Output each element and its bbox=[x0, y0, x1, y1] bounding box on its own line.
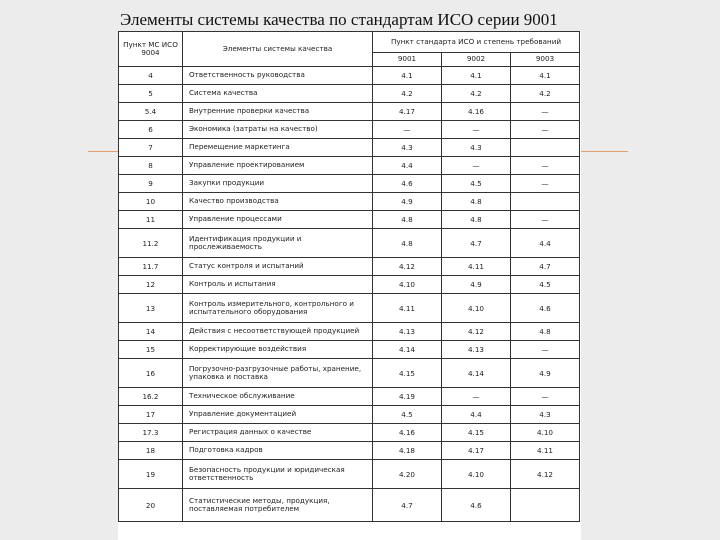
iso-9002-cell: — bbox=[442, 157, 511, 175]
element-cell: Качество производства bbox=[183, 193, 373, 211]
header-standard-clause-group: Пункт стандарта ИСО и степень требований bbox=[373, 32, 580, 53]
iso-9001-cell: 4.7 bbox=[373, 489, 442, 522]
iso-9001-cell: 4.5 bbox=[373, 406, 442, 424]
clause-cell: 20 bbox=[119, 489, 183, 522]
iso-9001-cell: 4.1 bbox=[373, 67, 442, 85]
iso-9002-cell: 4.1 bbox=[442, 67, 511, 85]
iso-9003-cell: 4.3 bbox=[511, 406, 580, 424]
element-cell: Корректирующие воздействия bbox=[183, 341, 373, 359]
iso-9001-cell: 4.18 bbox=[373, 442, 442, 460]
iso-9003-cell: 4.6 bbox=[511, 294, 580, 323]
table-row bbox=[119, 294, 580, 323]
table-row bbox=[119, 388, 580, 406]
iso-9003-cell: 4.1 bbox=[511, 67, 580, 85]
iso-9001-cell: 4.15 bbox=[373, 359, 442, 388]
iso-9002-cell: 4.15 bbox=[442, 424, 511, 442]
iso-9001-cell: 4.9 bbox=[373, 193, 442, 211]
element-cell: Контроль и испытания bbox=[183, 276, 373, 294]
iso-9003-cell: 4.4 bbox=[511, 229, 580, 258]
iso-9003-cell: — bbox=[511, 388, 580, 406]
element-cell: Контроль измерительного, контрольного и испытательного оборудования bbox=[183, 294, 373, 323]
element-cell: Управление документацией bbox=[183, 406, 373, 424]
element-cell: Статистические методы, продукция, поставляемая потребителем bbox=[183, 489, 373, 522]
iso-9001-cell: 4.8 bbox=[373, 229, 442, 258]
iso-9001-cell: 4.19 bbox=[373, 388, 442, 406]
table-row bbox=[119, 229, 580, 258]
clause-cell: 17 bbox=[119, 406, 183, 424]
clause-cell: 10 bbox=[119, 193, 183, 211]
table-row bbox=[119, 323, 580, 341]
clause-cell: 18 bbox=[119, 442, 183, 460]
iso-9002-cell: 4.4 bbox=[442, 406, 511, 424]
iso-9002-cell: 4.5 bbox=[442, 175, 511, 193]
clause-cell: 12 bbox=[119, 276, 183, 294]
element-cell: Безопасность продукции и юридическая ответственность bbox=[183, 460, 373, 489]
quality-elements-table bbox=[118, 31, 580, 522]
table-row bbox=[119, 276, 580, 294]
clause-cell: 14 bbox=[119, 323, 183, 341]
table-row bbox=[119, 121, 580, 139]
clause-cell: 16 bbox=[119, 359, 183, 388]
iso-9003-cell: — bbox=[511, 157, 580, 175]
clause-cell: 9 bbox=[119, 175, 183, 193]
element-cell: Статус контроля и испытаний bbox=[183, 258, 373, 276]
table-row bbox=[119, 258, 580, 276]
table-row bbox=[119, 157, 580, 175]
element-cell: Ответственность руководства bbox=[183, 67, 373, 85]
iso-9001-cell: 4.12 bbox=[373, 258, 442, 276]
iso-9002-cell: 4.8 bbox=[442, 193, 511, 211]
element-cell: Идентификация продукции и прослеживаемость bbox=[183, 229, 373, 258]
element-cell: Экономика (затраты на качество) bbox=[183, 121, 373, 139]
element-cell: Техническое обслуживание bbox=[183, 388, 373, 406]
iso-9003-cell: — bbox=[511, 341, 580, 359]
iso-9002-cell: 4.6 bbox=[442, 489, 511, 522]
iso-9003-cell: — bbox=[511, 103, 580, 121]
table-row bbox=[119, 424, 580, 442]
iso-9002-cell: 4.16 bbox=[442, 103, 511, 121]
iso-9003-cell: 4.7 bbox=[511, 258, 580, 276]
header-iso-9004-clause: Пункт МС ИСО 9004 bbox=[119, 32, 183, 67]
iso-9003-cell: 4.9 bbox=[511, 359, 580, 388]
clause-cell: 15 bbox=[119, 341, 183, 359]
header-quality-elements: Элементы системы качества bbox=[183, 32, 373, 67]
iso-9003-cell: 4.12 bbox=[511, 460, 580, 489]
clause-cell: 4 bbox=[119, 67, 183, 85]
iso-9002-cell: 4.7 bbox=[442, 229, 511, 258]
element-cell: Внутренние проверки качества bbox=[183, 103, 373, 121]
iso-9001-cell: 4.2 bbox=[373, 85, 442, 103]
iso-9001-cell: — bbox=[373, 121, 442, 139]
iso-9002-cell: 4.10 bbox=[442, 294, 511, 323]
element-cell: Управление проектированием bbox=[183, 157, 373, 175]
iso-9002-cell: 4.14 bbox=[442, 359, 511, 388]
table-row bbox=[119, 175, 580, 193]
iso-9001-cell: 4.4 bbox=[373, 157, 442, 175]
iso-9001-cell: 4.11 bbox=[373, 294, 442, 323]
iso-9001-cell: 4.3 bbox=[373, 139, 442, 157]
element-cell: Управление процессами bbox=[183, 211, 373, 229]
iso-9001-cell: 4.6 bbox=[373, 175, 442, 193]
iso-9003-cell: — bbox=[511, 211, 580, 229]
iso-9002-cell: 4.2 bbox=[442, 85, 511, 103]
clause-cell: 17.3 bbox=[119, 424, 183, 442]
table-row bbox=[119, 489, 580, 522]
iso-9003-cell: 4.5 bbox=[511, 276, 580, 294]
table-row bbox=[119, 359, 580, 388]
clause-cell: 5 bbox=[119, 85, 183, 103]
clause-cell: 8 bbox=[119, 157, 183, 175]
clause-cell: 7 bbox=[119, 139, 183, 157]
table-row bbox=[119, 341, 580, 359]
clause-cell: 11.7 bbox=[119, 258, 183, 276]
element-cell: Погрузочно-разгрузочные работы, хранение, упаковка и поставка bbox=[183, 359, 373, 388]
iso-9003-cell: 4.10 bbox=[511, 424, 580, 442]
iso-9001-cell: 4.16 bbox=[373, 424, 442, 442]
element-cell: Система качества bbox=[183, 85, 373, 103]
table-row bbox=[119, 85, 580, 103]
table-row bbox=[119, 460, 580, 489]
table-row bbox=[119, 193, 580, 211]
header-9003: 9003 bbox=[511, 53, 580, 67]
element-cell: Подготовка кадров bbox=[183, 442, 373, 460]
table-row bbox=[119, 67, 580, 85]
header-9001: 9001 bbox=[373, 53, 442, 67]
scanned-table-page bbox=[118, 31, 581, 540]
iso-9003-cell bbox=[511, 139, 580, 157]
clause-cell: 19 bbox=[119, 460, 183, 489]
table-row bbox=[119, 139, 580, 157]
element-cell: Действия с несоответствующей продукцией bbox=[183, 323, 373, 341]
clause-cell: 11 bbox=[119, 211, 183, 229]
clause-cell: 6 bbox=[119, 121, 183, 139]
iso-9002-cell: 4.12 bbox=[442, 323, 511, 341]
iso-9002-cell: 4.3 bbox=[442, 139, 511, 157]
iso-9001-cell: 4.8 bbox=[373, 211, 442, 229]
table-row bbox=[119, 406, 580, 424]
header-9002: 9002 bbox=[442, 53, 511, 67]
iso-9003-cell: — bbox=[511, 121, 580, 139]
element-cell: Закупки продукции bbox=[183, 175, 373, 193]
clause-cell: 11.2 bbox=[119, 229, 183, 258]
table-row bbox=[119, 211, 580, 229]
element-cell: Перемещение маркетинга bbox=[183, 139, 373, 157]
table-row bbox=[119, 103, 580, 121]
iso-9003-cell: 4.8 bbox=[511, 323, 580, 341]
iso-9003-cell: 4.11 bbox=[511, 442, 580, 460]
clause-cell: 5.4 bbox=[119, 103, 183, 121]
slide-title: Элементы системы качества по стандартам ИСО серии 9001 bbox=[120, 10, 558, 29]
iso-9001-cell: 4.17 bbox=[373, 103, 442, 121]
iso-9002-cell: 4.13 bbox=[442, 341, 511, 359]
iso-9003-cell: — bbox=[511, 175, 580, 193]
iso-9003-cell: 4.2 bbox=[511, 85, 580, 103]
clause-cell: 13 bbox=[119, 294, 183, 323]
iso-9001-cell: 4.10 bbox=[373, 276, 442, 294]
iso-9002-cell: 4.8 bbox=[442, 211, 511, 229]
iso-9002-cell: 4.9 bbox=[442, 276, 511, 294]
element-cell: Регистрация данных о качестве bbox=[183, 424, 373, 442]
iso-9002-cell: 4.17 bbox=[442, 442, 511, 460]
clause-cell: 16.2 bbox=[119, 388, 183, 406]
iso-9002-cell: 4.10 bbox=[442, 460, 511, 489]
iso-9001-cell: 4.14 bbox=[373, 341, 442, 359]
iso-9003-cell bbox=[511, 489, 580, 522]
table-row bbox=[119, 442, 580, 460]
iso-9002-cell: 4.11 bbox=[442, 258, 511, 276]
iso-9001-cell: 4.13 bbox=[373, 323, 442, 341]
iso-9001-cell: 4.20 bbox=[373, 460, 442, 489]
iso-9002-cell: — bbox=[442, 388, 511, 406]
iso-9002-cell: — bbox=[442, 121, 511, 139]
iso-9003-cell bbox=[511, 193, 580, 211]
